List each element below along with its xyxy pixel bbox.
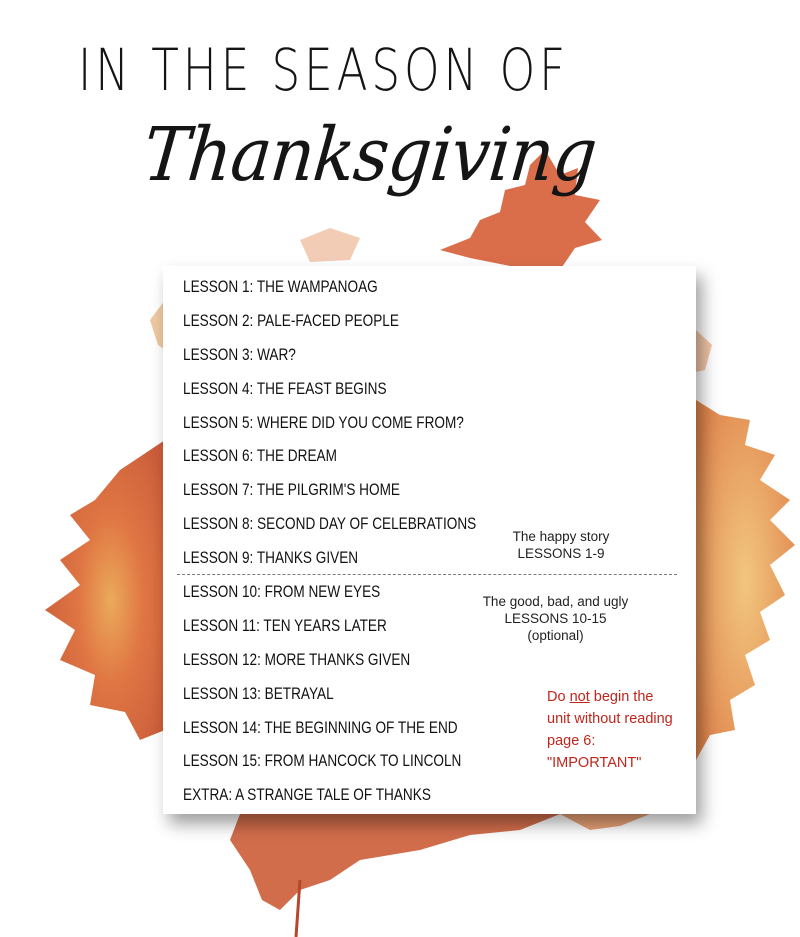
lesson-item: LESSON 2: PALE-FACED PEOPLE [183, 310, 399, 330]
title-line-1: IN THE SEASON OF [78, 36, 570, 104]
good-bad-ugly-note [468, 593, 643, 644]
leaf-bottom-lobe [230, 814, 560, 910]
happy-note-line2: LESSONS 1-9 [517, 546, 605, 561]
happy-story-note [481, 528, 641, 562]
lesson-item: LESSON 5: WHERE DID YOU COME FROM? [183, 412, 464, 432]
lesson-item: LESSON 15: FROM HANCOCK TO LINCOLN [183, 751, 462, 771]
warning-note [547, 686, 677, 774]
lesson-item: LESSON 3: WAR? [183, 344, 296, 364]
lesson-item: LESSON 9: THANKS GIVEN [183, 548, 359, 568]
lesson-item: LESSON 14: THE BEGINNING OF THE END [183, 717, 458, 737]
lesson-item: LESSON 11: TEN YEARS LATER [183, 615, 387, 635]
lesson-item: LESSON 12: MORE THANKS GIVEN [183, 649, 411, 669]
ugly-note-line3: (optional) [527, 628, 584, 643]
warning-part2: begin the unit without reading page 6: "IMPORTANT" [547, 689, 673, 771]
title-script: Thanksgiving [139, 112, 600, 198]
lesson-item: LESSON 4: THE FEAST BEGINS [183, 378, 387, 398]
lesson-item: LESSON 8: SECOND DAY OF CELEBRATIONS [183, 514, 477, 534]
lesson-item: LESSON 13: BETRAYAL [183, 683, 334, 703]
warning-part1: Do [547, 689, 570, 705]
happy-note-line1: The happy story [512, 529, 610, 544]
lesson-card [163, 266, 696, 814]
lesson-item: LESSON 7: THE PILGRIM'S HOME [183, 480, 400, 500]
ugly-note-line2: LESSONS 10-15 [504, 611, 607, 626]
leaf-left-lobe [45, 430, 165, 740]
ugly-note-line1: The good, bad, and ugly [482, 594, 629, 609]
warning-emphasis: not [569, 689, 590, 705]
lesson-item: LESSON 6: THE DREAM [183, 446, 337, 466]
lesson-item: LESSON 1: THE WAMPANOAG [183, 277, 378, 296]
lesson-item: LESSON 10: FROM NEW EYES [183, 582, 381, 602]
section-divider [177, 574, 677, 575]
lesson-item: EXTRA: A STRANGE TALE OF THANKS [183, 785, 431, 805]
leaf-right-lobe [696, 400, 795, 760]
